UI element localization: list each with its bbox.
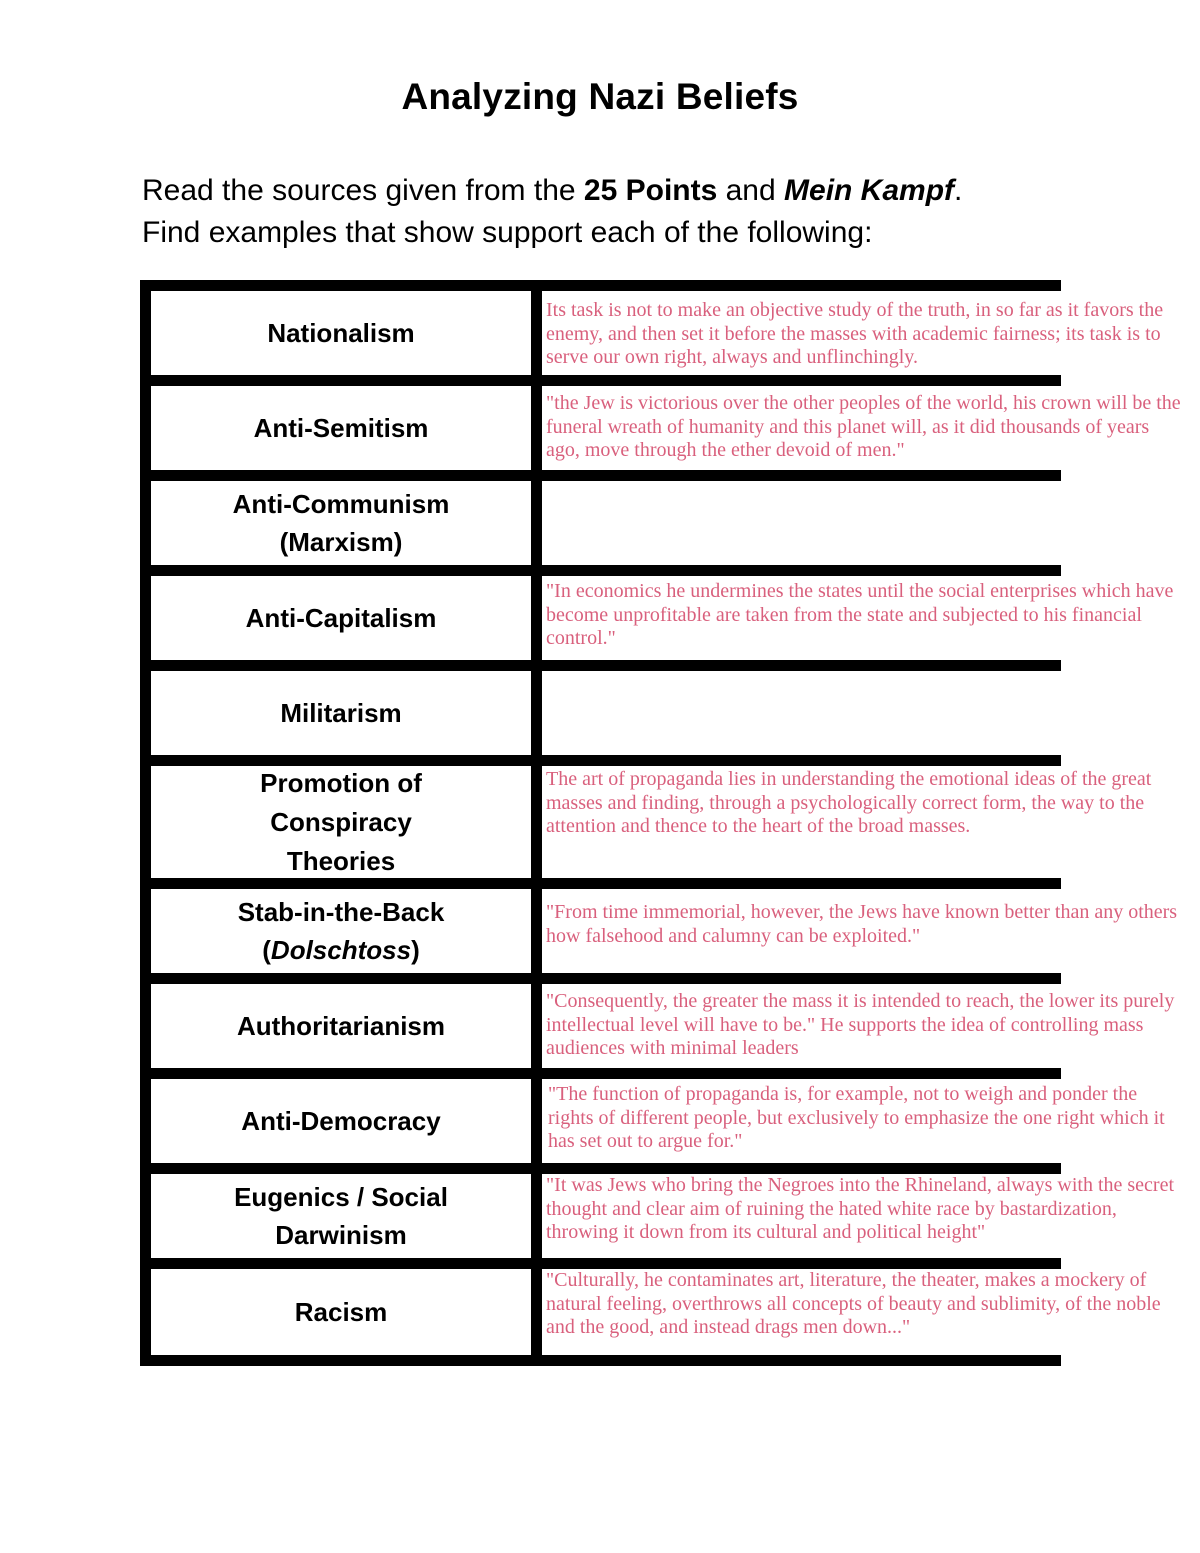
table-row-authoritarianism — [140, 984, 1175, 1068]
instructions-line-2: Find examples that show support each of the following: — [142, 216, 873, 249]
belief-label-line: Conspiracy — [270, 806, 412, 837]
belief-label-line — [262, 931, 420, 969]
page-title: Analyzing Nazi Beliefs — [401, 76, 799, 117]
answer-cell[interactable]: Its task is not to make an objective study of the truth, in so far as it favors the enemy, and then set it before the masses with academic fairness; its task is to serve our own right, always and unflinchingly. — [542, 291, 1190, 375]
instructions-text: . — [954, 174, 963, 207]
table-row-nationalism — [140, 291, 1164, 375]
belief-label: Anti-Semitism — [151, 386, 531, 470]
belief-label-line: Darwinism — [275, 1220, 407, 1250]
belief-label-line: Theories — [286, 845, 396, 876]
answer-cell[interactable]: "It was Jews who bring the Negroes into the Rhineland, always with the secret thought and clear aim of ruining the hated white race by bastardization, throwing it down from its cultural and political height" — [542, 1174, 1190, 1258]
answer-cell[interactable] — [542, 671, 1190, 755]
answer-cell[interactable] — [542, 481, 1190, 565]
table-row-racism — [140, 1269, 1161, 1355]
belief-label-italic: Dolschtoss — [270, 935, 412, 965]
belief-label-line: Eugenics / Social — [234, 1182, 448, 1212]
instructions-source-mein-kampf: Mein Kampf — [784, 174, 955, 207]
belief-label — [151, 481, 531, 565]
belief-label-line: Stab-in-the-Back — [237, 897, 445, 927]
table-row-eugenics — [140, 1174, 1175, 1258]
belief-label: Anti-Capitalism — [151, 576, 531, 660]
belief-label-line: (Marxism) — [279, 527, 403, 557]
belief-label-text: ) — [411, 935, 420, 965]
belief-label: Authoritarianism — [151, 984, 531, 1068]
instructions — [142, 170, 1102, 254]
table-row-conspiracy-theories — [140, 766, 1152, 878]
instructions-text: and — [717, 174, 785, 207]
answer-cell[interactable]: "the Jew is victorious over the other peoples of the world, his crown will be the funeral wreath of humanity and this planet will, as it did thousands of years ago, move through the ether devoid of men." — [542, 386, 1190, 470]
table-row-anti-semitism — [140, 386, 1181, 470]
answer-cell[interactable]: "The function of propaganda is, for example, not to weigh and ponder the rights of different people, but exclusively to emphasize the one right which it has set out to argue for." — [542, 1079, 1190, 1163]
belief-label — [151, 766, 531, 878]
table-row-anti-communism — [140, 481, 1061, 565]
instructions-text: Read the sources given from the — [142, 174, 584, 207]
answer-cell[interactable]: "Culturally, he contaminates art, literature, the theater, makes a mockery of natural feeling, overthrows all concepts of beauty and sublimity, of the noble and the good, and instead drags men down..." — [542, 1269, 1190, 1355]
belief-label: Nationalism — [151, 291, 531, 375]
table-row-militarism — [140, 671, 1061, 755]
table-row-stab-in-the-back — [140, 889, 1178, 973]
table-row-anti-democracy — [140, 1079, 1165, 1163]
table-row-anti-capitalism — [140, 576, 1174, 660]
belief-label: Racism — [151, 1269, 531, 1355]
belief-label: Militarism — [151, 671, 531, 755]
answer-cell[interactable]: "In economics he undermines the states until the social enterprises which have become unprofitable are taken from the state and subjected to his financial control." — [542, 576, 1190, 660]
answer-cell[interactable]: "Consequently, the greater the mass it is intended to reach, the lower its purely intellectual level will have to be." He supports the idea of controlling mass audiences with minimal leaders — [542, 984, 1190, 1068]
beliefs-table — [140, 280, 1181, 1366]
answer-cell[interactable]: The art of propaganda lies in understanding the emotional ideas of the great masses and finding, through a psychologically correct form, the way to the attention and thence to the heart of the broad masses. — [542, 766, 1190, 878]
belief-label — [151, 1174, 531, 1258]
answer-cell[interactable]: "From time immemorial, however, the Jews have known better than any others how falsehood and calumny can be exploited." — [542, 889, 1190, 973]
instructions-source-25-points: 25 Points — [583, 174, 718, 207]
instructions-line-1 — [142, 170, 1102, 212]
belief-label-line: Anti-Communism — [232, 489, 450, 519]
belief-label-line: Promotion of — [260, 767, 422, 798]
belief-label — [151, 889, 531, 973]
belief-label: Anti-Democracy — [151, 1079, 531, 1163]
belief-label-text: ( — [262, 935, 271, 965]
